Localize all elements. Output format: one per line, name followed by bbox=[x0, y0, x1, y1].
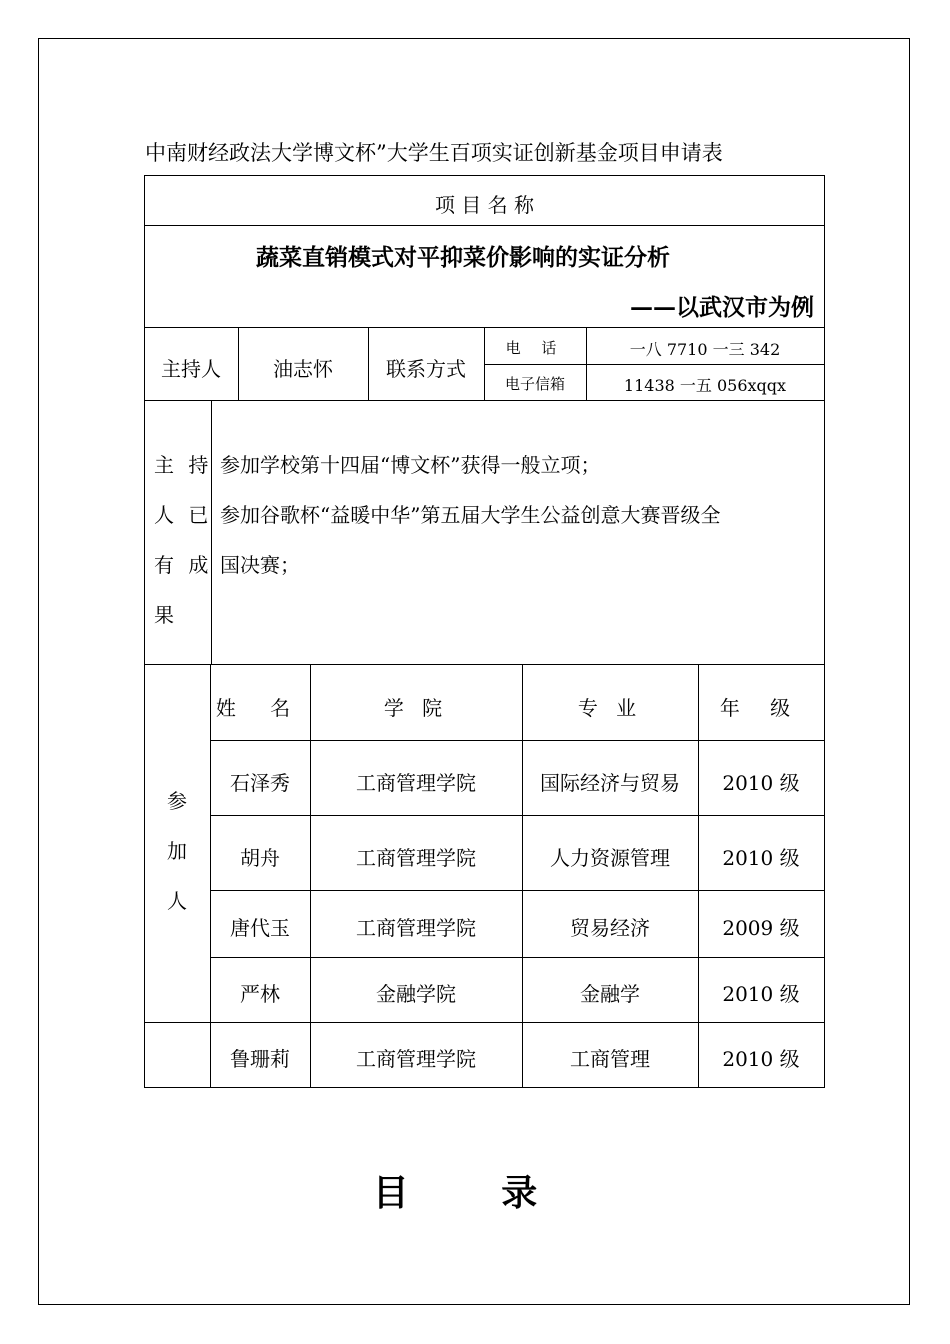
participant-grade: 2010 级 bbox=[722, 846, 800, 870]
project-name-label: 项 目 名 称 bbox=[434, 193, 535, 217]
host-label: 主持人 bbox=[161, 357, 221, 381]
achievement-line: 参加学校第十四届“博文杯”获得一般立项； bbox=[220, 453, 601, 477]
participant-college: 工商管理学院 bbox=[356, 1047, 476, 1071]
header-name: 姓 名 bbox=[215, 696, 305, 720]
participant-grade: 2009 级 bbox=[722, 916, 800, 940]
participant-college: 工商管理学院 bbox=[356, 846, 476, 870]
document-title: 中南财经政法大学博文杯”大学生百项实证创新基金项目申请表 bbox=[145, 141, 723, 165]
project-subtitle: ——以武汉市为例 bbox=[630, 294, 814, 321]
toc-heading: 目 录 bbox=[372, 1172, 578, 1214]
header-major: 专 业 bbox=[577, 696, 643, 720]
phone-value: 一八 7710 一三 342 bbox=[629, 340, 781, 359]
participant-major: 金融学 bbox=[580, 982, 640, 1006]
participant-name: 石泽秀 bbox=[230, 771, 290, 795]
email-label: 电子信箱 bbox=[504, 375, 565, 393]
project-title: 蔬菜直销模式对平抑菜价影响的实证分析 bbox=[256, 244, 670, 271]
participant-major: 国际经济与贸易 bbox=[540, 771, 680, 795]
participant-college: 金融学院 bbox=[376, 982, 456, 1006]
participant-grade: 2010 级 bbox=[722, 982, 800, 1006]
page-border bbox=[38, 38, 910, 1305]
achievements-label-4: 果 bbox=[154, 603, 174, 627]
participant-college: 工商管理学院 bbox=[356, 771, 476, 795]
participants-label-2: 加 bbox=[167, 839, 187, 863]
header-college: 学 院 bbox=[383, 696, 449, 720]
participants-label-1: 参 bbox=[167, 789, 187, 813]
participant-major: 工商管理 bbox=[570, 1047, 650, 1071]
achievement-line: 参加谷歌杯“益暖中华”第五届大学生公益创意大赛晋级全 bbox=[220, 503, 721, 527]
header-grade: 年 级 bbox=[719, 696, 803, 720]
achievements-label-1: 主 持 bbox=[154, 453, 213, 477]
participant-major: 人力资源管理 bbox=[550, 846, 670, 870]
participant-grade: 2010 级 bbox=[722, 1047, 800, 1071]
contact-label: 联系方式 bbox=[386, 357, 466, 381]
participant-college: 工商管理学院 bbox=[356, 916, 476, 940]
participants-label-3: 人 bbox=[167, 889, 187, 913]
email-value: 11438 一五 056xqqx bbox=[623, 376, 787, 395]
participant-name: 鲁珊莉 bbox=[230, 1047, 290, 1071]
participant-name: 严林 bbox=[240, 982, 280, 1006]
phone-label: 电 话 bbox=[505, 339, 565, 357]
achievements-label-3: 有 成 bbox=[154, 553, 213, 577]
host-name: 油志怀 bbox=[273, 357, 333, 381]
participant-grade: 2010 级 bbox=[722, 771, 800, 795]
participant-name: 胡舟 bbox=[240, 846, 280, 870]
achievement-line: 国决赛； bbox=[220, 553, 300, 577]
participant-major: 贸易经济 bbox=[570, 916, 650, 940]
participant-name: 唐代玉 bbox=[230, 916, 290, 940]
achievements-label-2: 人 已 bbox=[154, 503, 213, 527]
